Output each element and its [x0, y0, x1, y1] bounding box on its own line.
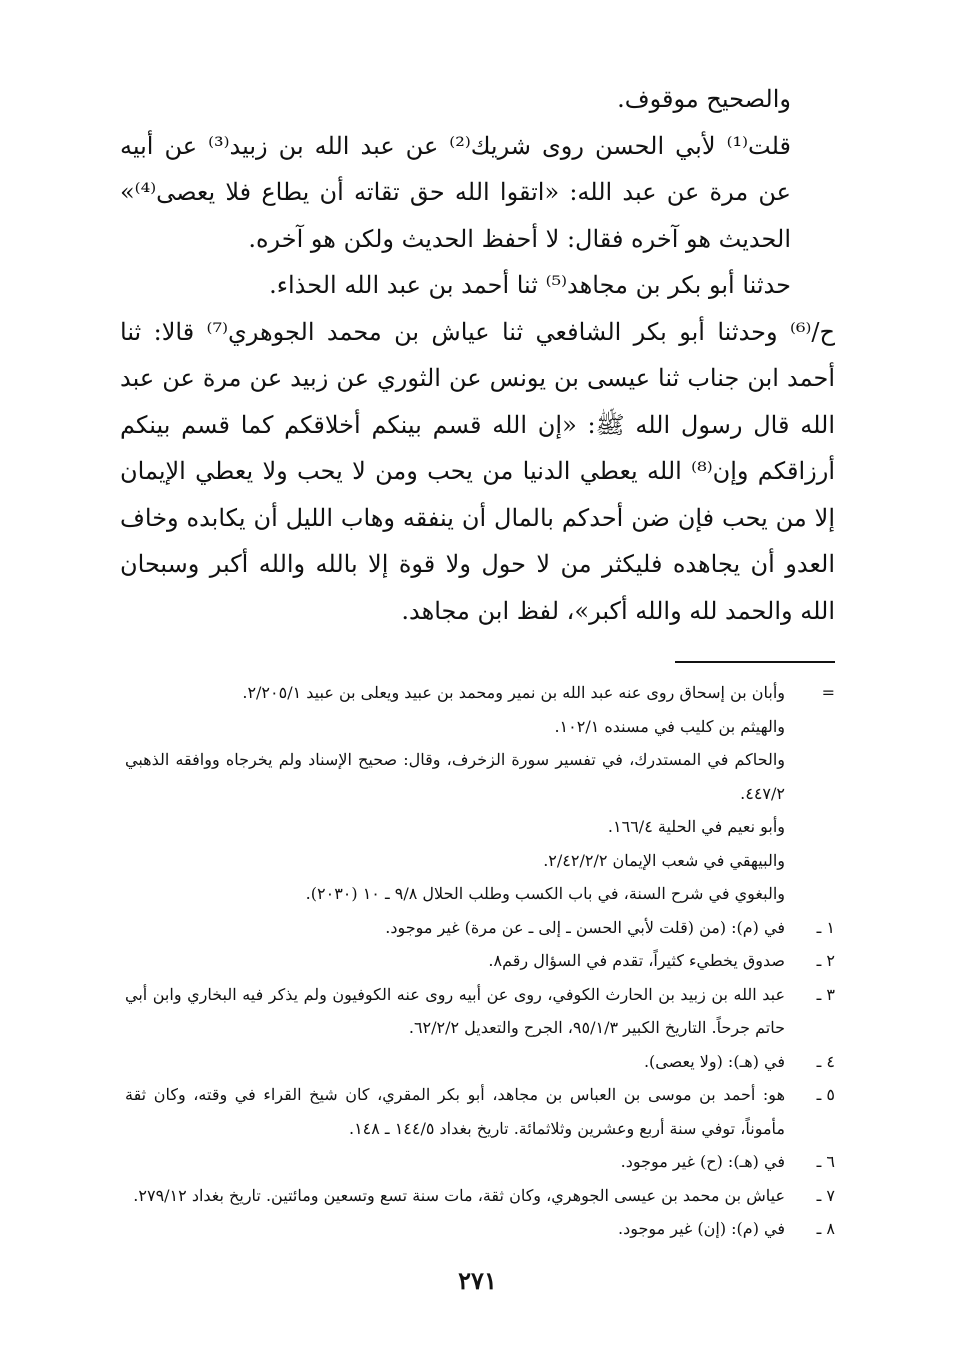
- footnote-text: وأبو نعيم في الحلية ١٦٦/٤.: [607, 817, 785, 836]
- footnote-text: والبغوي في شرح السنة، في باب الكسب وطلب الحلال ٩/٨ ـ ١٠ (٢٠٣٠).: [305, 884, 785, 903]
- footnote-text: والحاكم في المستدرك، في تفسير سورة الزخرف، وقال: صحيح الإسناد ولم يخرجاه ووافقه الذهبي ٤٤٧/٢.: [125, 750, 785, 803]
- footnote: [125, 877, 835, 911]
- footnote: [125, 676, 835, 710]
- footnote: [125, 1078, 835, 1145]
- main-paragraph: والصحيح موقوف.: [617, 85, 791, 113]
- footnote-text: في (هـ): (ولا يعصى).: [643, 1051, 785, 1071]
- footnote-text: والبيهقي في شعب الإيمان ٢/٤٢/٢/٢.: [543, 850, 785, 870]
- footnote-text: والهيثم بن كليب في مسنده ١٠٢/١.: [554, 716, 785, 736]
- footnote: [125, 1179, 835, 1213]
- footnote-text: عياش بن محمد بن عيسى الجوهري، وكان ثقة، مات سنة تسع وتسعين ومائتين. تاريخ بغداد ٢٧٩/١٢.: [133, 1185, 785, 1205]
- footnote: [125, 844, 835, 878]
- main-paragraph: قلت⁽¹⁾ لأبي الحسن روى شريك⁽²⁾ عن عبد الله بن زبيد⁽³⁾ عن أبيه عن مرة عن عبد الله: «اتقوا الله حق تقاته أن يطاع فلا يعصى⁽⁴⁾» الحديث هو آخره فقال: لا أحفظ الحديث ولكن هو آخره.: [120, 131, 791, 253]
- footnote: [125, 911, 835, 945]
- page-number: ٢٧١: [458, 1266, 497, 1295]
- footnote-text: في (م): (من (قلت لأبي الحسن ـ إلى ـ عن مرة) غير موجود.: [385, 917, 785, 937]
- footnote-text: صدوق يخطيء كثيراً، تقدم في السؤال رقم٨.: [488, 951, 785, 970]
- footnote: [125, 1212, 835, 1246]
- footnote: [125, 743, 835, 810]
- footnote: [125, 944, 835, 978]
- footnote: [125, 810, 835, 844]
- footnote-marker: ٣ ـ: [816, 984, 835, 1004]
- footnote-marker: ٤ ـ: [816, 1051, 835, 1071]
- footnote: [125, 1045, 835, 1079]
- main-text-body: [120, 76, 835, 634]
- footnote-divider: [675, 661, 835, 663]
- footnote-marker: =: [821, 683, 835, 702]
- footnote-text: في (م): (إن) غير موجود.: [617, 1219, 785, 1238]
- footnote-text: عبد الله بن زبيد بن الحارث الكوفي، روى عن أبيه روى عنه الكوفيون ولم يذكر فيه البخاري وابن أبي حاتم جرحاً. التاريخ الكبير ٩٥/١/٣، الجرح والتعديل ٦٢/٢/٢.: [125, 984, 785, 1037]
- footnote-marker: ٢ ـ: [816, 951, 835, 970]
- footnote-marker: ٨ ـ: [816, 1219, 835, 1238]
- footnote: [125, 978, 835, 1045]
- footnote-text: وأبان بن إسحاق روى عنه عبد الله بن نمير ومحمد بن عبيد ويعلى بن عبيد ٢/٢٠٥/١.: [242, 683, 785, 702]
- footnote: [125, 1145, 835, 1179]
- footnote-marker: ٥ ـ: [816, 1085, 835, 1104]
- footnote: [125, 710, 835, 744]
- footnote-text: في (هـ): (ح) غير موجود.: [620, 1152, 785, 1171]
- footnotes-section: [125, 676, 835, 1246]
- main-paragraph: ح/⁽⁶⁾ وحدثنا أبو بكر الشافعي ثنا عياش بن محمد الجوهري⁽⁷⁾ قالا: ثنا أحمد ابن جناب ثنا عيسى بن يونس عن الثوري عن زبيد عن مرة عن عبد الله قال رسول الله ﷺ: «إن الله قسم بينكم أخلاقكم كما قسم بينكم أرزاقكم وإن⁽⁸⁾ الله يعطي الدنيا من يحب ومن لا يحب ولا يعطي الإيمان إلا من يحب فإن ضن أحدكم بالمال أن ينفقه وهاب الليل أن يكابده وخاف العدو أن يجاهده فليكثر من لا حول ولا قوة إلا بالله والله أكبر وسبحان الله والحمد لله والله أكبر»، لفظ ابن مجاهد.: [120, 317, 836, 625]
- footnote-marker: ١ ـ: [816, 917, 835, 937]
- footnote-text: هو: أحمد بن موسى بن العباس بن مجاهد، أبو بكر المقري، كان شيخ القراء في وقته، وكان ثقة مأموناً، توفي سنة أربع وعشرين وثلاثمائة. تاريخ بغداد ١٤٤/٥ ـ ١٤٨.: [125, 1085, 786, 1138]
- main-paragraph: حدثنا أبو بكر بن مجاهد⁽⁵⁾ ثنا أحمد بن عبد الله الحذاء.: [269, 271, 791, 299]
- footnote-marker: ٧ ـ: [816, 1185, 835, 1205]
- footnote-marker: ٦ ـ: [816, 1152, 835, 1171]
